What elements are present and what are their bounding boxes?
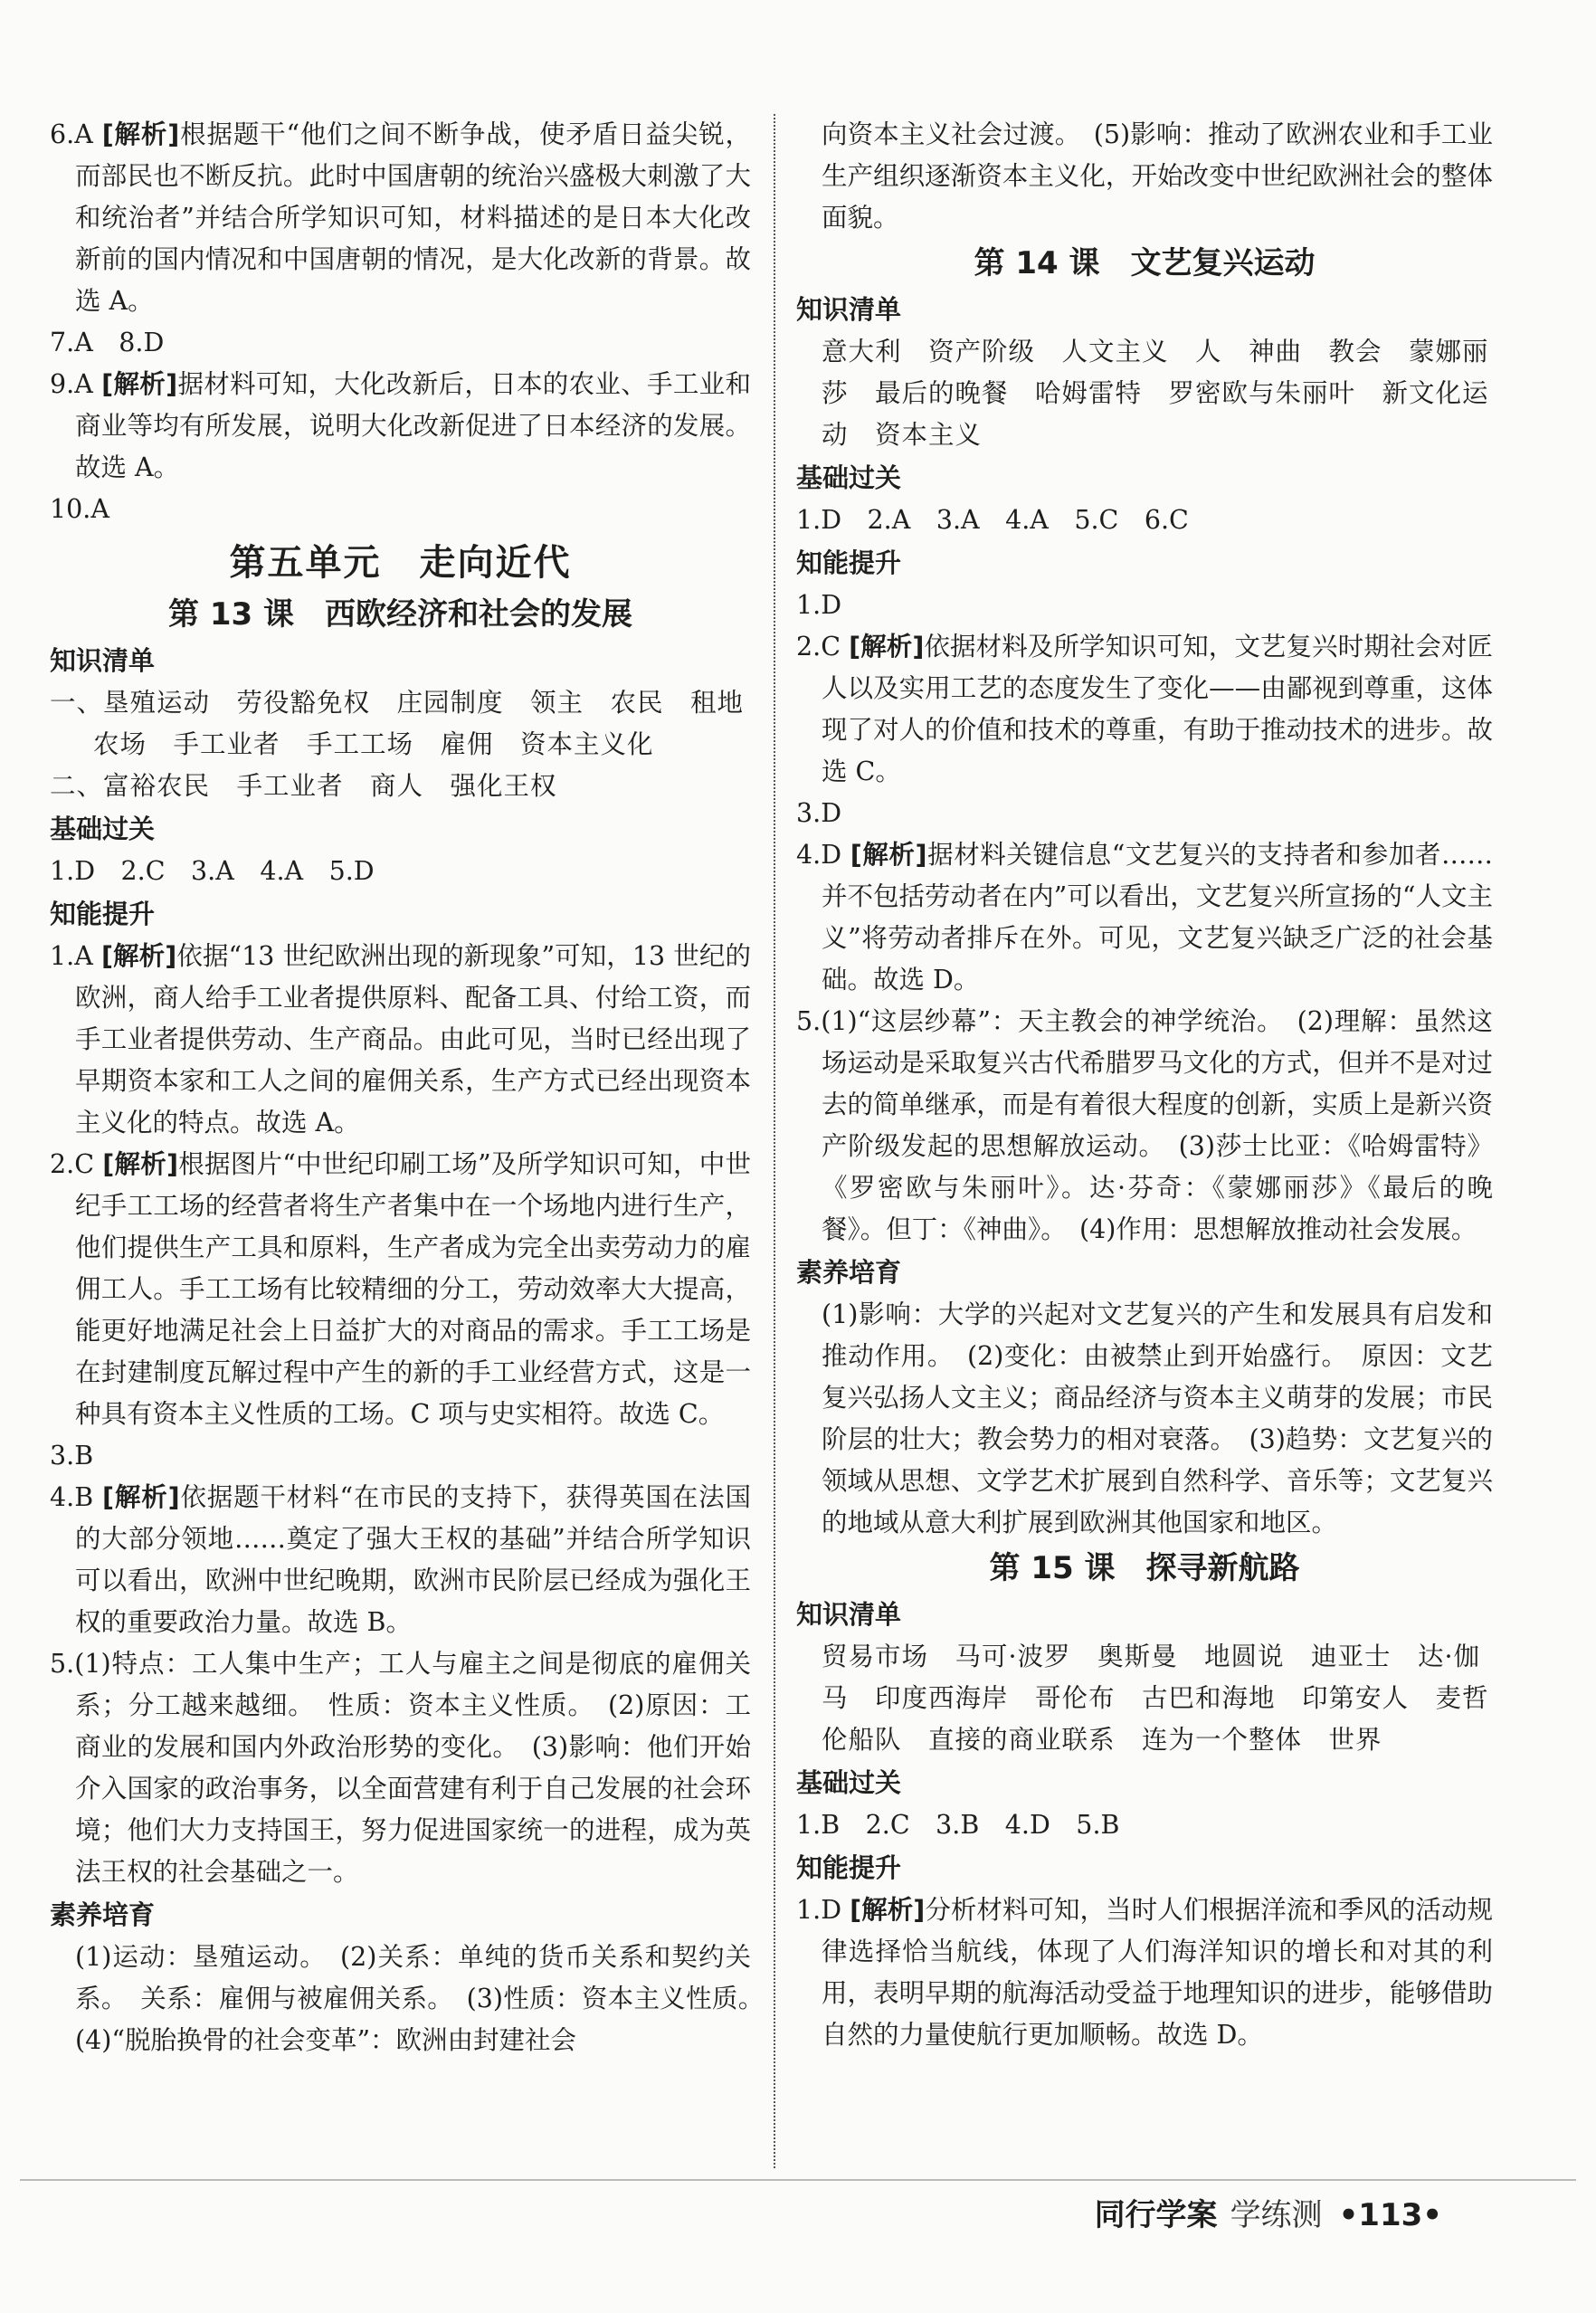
basic-answers: 1.D 2.A 3.A 4.A 5.C 6.C <box>796 505 1189 535</box>
answer-item: 1.D <box>796 590 842 620</box>
section-heading: 知识清单 <box>796 1599 902 1630</box>
page-number: •113• <box>1338 2197 1442 2233</box>
basic-answers: 1.B 2.C 3.B 4.D 5.B <box>796 1810 1120 1840</box>
section-heading: 知能提升 <box>796 547 902 578</box>
section-heading: 知识清单 <box>796 294 902 325</box>
continued-text: 向资本主义社会过渡。 (5)影响：推动了欧洲农业和手工业生产组织逐渐资本主义化，开始改变中世纪欧洲社会的整体面貌。 <box>822 119 1493 233</box>
answer-item: 2.C [解析]根据图片“中世纪印刷工场”及所学知识可知，中世纪手工工场的经营者将生产者集中在一个场地内进行生产，他们提供生产工具和原料，生产者成为完全出卖劳动力的雇佣工人。手工工场有比较精细的分工，劳动效率大大提高，能更好地满足社会上日益扩大的对商品的需求。手工工场是在封建制度瓦解过程中产生的新的手工业经营方式，这是一种具有资本主义性质的工场。C 项与史实相符。故选 C。 <box>50 1149 751 1429</box>
section-heading: 基础过关 <box>50 814 156 844</box>
section-heading: 素养培育 <box>50 1899 156 1930</box>
answer-item: 4.B [解析]依据题干材料“在市民的支持下，获得英国在法国的大部分领地……奠定了强大王权的基础”并结合所学知识可以看出，欧洲中世纪晚期，欧洲市民阶层已经成为强化王权的重要政治力量。故选 B。 <box>50 1482 752 1637</box>
basic-answers: 1.D 2.C 3.A 4.A 5.D <box>50 856 375 886</box>
page-footer <box>1095 2190 1442 2234</box>
section-heading: 知能提升 <box>50 899 156 929</box>
answer-item: 4.D [解析]据材料关键信息“文艺复兴的支持者和参加者……并不包括劳动者在内”可以看出，文艺复兴所宣扬的“人文主义”将劳动者排斥在外。可见，文艺复兴缺乏广泛的社会基础。故选 D。 <box>796 840 1493 995</box>
answer-item: 5.(1)“这层纱幕”：天主教会的神学统治。 (2)理解：虽然这场运动是采取复兴古代希腊罗马文化的方式，但并不是对过去的简单继承，而是有着很大程度的创新，实质上是新兴资产阶级发起的思想解放运动。 (3)莎士比亚：《哈姆雷特》《罗密欧与朱丽叶》。达·芬奇：《蒙娜丽莎》《最后的晚餐》。但丁：《神曲》。 (4)作用：思想解放推动社会发展。 <box>796 1006 1493 1244</box>
answer-item: 7.A 8.D <box>50 328 165 357</box>
lesson-13-title: 第 13 课 西欧经济和社会的发展 <box>168 596 632 633</box>
literacy-answer: (1)影响：大学的兴起对文艺复兴的产生和发展具有启发和推动作用。 (2)变化：由被禁止到开始盛行。 原因：文艺复兴弘扬人文主义；商品经济与资本主义萌芽的发展；市民阶层的壮大；教会势力的相对衰落。 (3)趋势：文艺复兴的领域从思想、文学艺术扩展到自然科学、音乐等；文艺复兴的地域从意大利扩展到欧洲其他国家和地区。 <box>822 1299 1493 1537</box>
section-heading: 素养培育 <box>796 1257 902 1288</box>
footer-rule <box>20 2179 1576 2181</box>
keyword-list: 贸易市场 马可·波罗 奥斯曼 地圆说 迪亚士 达·伽马 印度西海岸 哥伦布 古巴和海地 印第安人 麦哲伦船队 直接的商业联系 连为一个整体 世界 <box>822 1642 1489 1755</box>
footer-subtitle: 学练测 <box>1230 2197 1323 2233</box>
unit-title: 第五单元 走向近代 <box>229 542 572 584</box>
answer-item: 1.D [解析]分析材料可知，当时人们根据洋流和季风的活动规律选择恰当航线，体现了人们海洋知识的增长和对其的利用，表明早期的航海活动受益于地理知识的进步，能够借助自然的力量使航行更加顺畅。故选 D。 <box>796 1895 1493 2050</box>
section-heading: 知能提升 <box>796 1852 902 1883</box>
answer-item: 9.A [解析]据材料可知，大化改新后，日本的农业、手工业和商业等均有所发展，说明大化改新促进了日本经济的发展。故选 A。 <box>50 369 751 482</box>
keyword-line: 一、垦殖运动 劳役豁免权 庄园制度 领主 农民 租地 <box>50 688 745 718</box>
keyword-line: 二、富裕农民 手工业者 商人 强化王权 <box>50 771 557 801</box>
section-heading: 基础过关 <box>796 462 902 493</box>
section-heading: 知识清单 <box>50 645 156 676</box>
lesson-15-title: 第 15 课 探寻新航路 <box>989 1550 1300 1586</box>
keyword-line: 农场 手工业者 手工工场 雇佣 资本主义化 <box>93 729 654 759</box>
answer-item: 10.A <box>50 494 109 524</box>
literacy-answer: (1)运动：垦殖运动。 (2)关系：单纯的货币关系和契约关系。 关系：雇佣与被雇佣关系。 (3)性质：资本主义性质。 (4)“脱胎换骨的社会变革”：欧洲由封建社会 <box>75 1942 777 2055</box>
footer-brand: 同行学案 <box>1094 2197 1218 2233</box>
right-column <box>796 114 1493 2056</box>
left-column <box>50 114 777 2061</box>
answer-item: 1.A [解析]依据“13 世纪欧洲出现的新现象”可知，13 世纪的欧洲，商人给手工业者提供原料、配备工具、付给工资，而手工业者提供劳动、生产商品。由此可见，当时已经出现了早期资本家和工人之间的雇佣关系，生产方式已经出现资本主义化的特点。故选 A。 <box>50 941 751 1137</box>
answer-item: 2.C [解析]依据材料及所学知识可知，文艺复兴时期社会对匠人以及实用工艺的态度发生了变化——由鄙视到尊重，这体现了对人的价值和技术的尊重，有助于推动技术的进步。故选 C。 <box>796 632 1493 786</box>
answer-item: 6.A [解析]根据题干“他们之间不断争战，使矛盾日益尖锐，而部民也不断反抗。此时中国唐朝的统治兴盛极大刺激了大和统治者”并结合所学知识可知，材料描述的是日本大化改新前的国内情况和中国唐朝的情况，是大化改新的背景。故选 A。 <box>50 119 751 316</box>
section-heading: 基础过关 <box>796 1767 902 1798</box>
answer-item: 3.D <box>796 798 842 828</box>
answer-item: 5.(1)特点：工人集中生产；工人与雇主之间是彻底的雇佣关系；分工越来越细。 性质：资本主义性质。 (2)原因：工商业的发展和国内外政治形势的变化。 (3)影响：他们开始介入国家的政治事务，以全面营建有利于自己发展的社会环境；他们大力支持国王，努力促进国家统一的进程，成为英法王权的社会基础之一。 <box>50 1649 751 1887</box>
lesson-14-title: 第 14 课 文艺复兴运动 <box>974 245 1316 281</box>
keyword-list: 意大利 资产阶级 人文主义 人 神曲 教会 蒙娜丽莎 最后的晚餐 哈姆雷特 罗密欧与朱丽叶 新文化运动 资本主义 <box>822 337 1489 450</box>
answer-item: 3.B <box>50 1441 94 1471</box>
column-divider <box>774 114 775 2168</box>
